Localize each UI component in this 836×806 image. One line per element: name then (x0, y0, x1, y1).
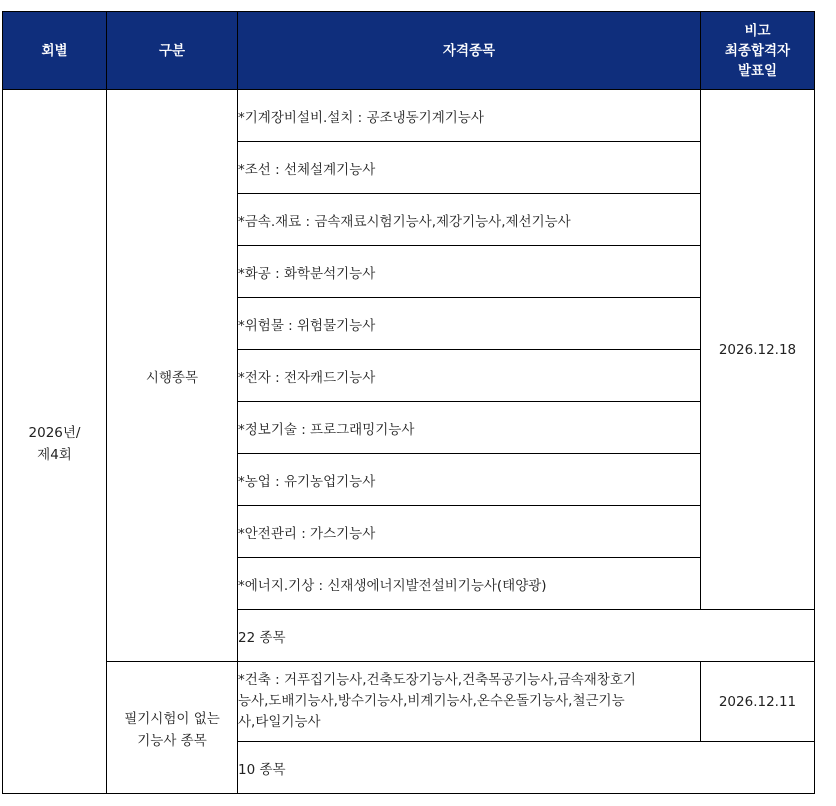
category-implemented: 시행종목 (107, 90, 238, 662)
table-row (3, 662, 815, 742)
category-label-line: 기능사 종목 (137, 732, 207, 749)
header-category: 구분 (107, 12, 238, 90)
round-cell (3, 90, 107, 794)
qualification-item: *화공 : 화학분석기능사 (238, 246, 701, 298)
header-note-line: 발표일 (737, 62, 778, 79)
qualification-item: *조선 : 선체설계기능사 (238, 142, 701, 194)
announcement-date: 2026.12.18 (701, 90, 815, 610)
qualification-item: *금속.재료 : 금속재료시험기능사,제강기능사,제선기능사 (238, 194, 701, 246)
category-no-written-exam (107, 662, 238, 794)
qualification-item: *정보기술 : 프로그래밍기능사 (238, 402, 701, 454)
section2-total: 10 종목 (238, 742, 815, 794)
exam-schedule-table (2, 11, 815, 794)
header-row (3, 12, 815, 90)
header-round: 회별 (3, 12, 107, 90)
qualification-item: *안전관리 : 가스기능사 (238, 506, 701, 558)
qualification-item-line: 능사,도배기능사,방수기능사,비계기능사,온수온돌기능사,철근기능 (238, 693, 625, 709)
header-note (701, 12, 815, 90)
header-note-line: 비고 (744, 22, 771, 39)
qualification-item-line: 사,타일기능사 (238, 714, 321, 730)
qualification-item: *에너지.기상 : 신재생에너지발전설비기능사(태양광) (238, 558, 701, 610)
qualification-item: *농업 : 유기농업기능사 (238, 454, 701, 506)
announcement-date: 2026.12.11 (701, 662, 815, 742)
qualification-item (238, 662, 701, 742)
category-label-line: 필기시험이 없는 (124, 710, 220, 727)
round-number: 제4회 (37, 446, 72, 463)
qualification-item-line: *건축 : 거푸집기능사,건축도장기능사,건축목공기능사,금속재창호기 (238, 672, 636, 688)
qualification-item: *위험물 : 위험물기능사 (238, 298, 701, 350)
section1-total: 22 종목 (238, 610, 815, 662)
table-row (3, 90, 815, 142)
qualification-item: *전자 : 전자캐드기능사 (238, 350, 701, 402)
header-note-line: 최종합격자 (724, 42, 791, 59)
round-year: 2026년/ (28, 424, 81, 441)
qualification-item: *기계장비설비.설치 : 공조냉동기계기능사 (238, 90, 701, 142)
header-qualification: 자격종목 (238, 12, 701, 90)
